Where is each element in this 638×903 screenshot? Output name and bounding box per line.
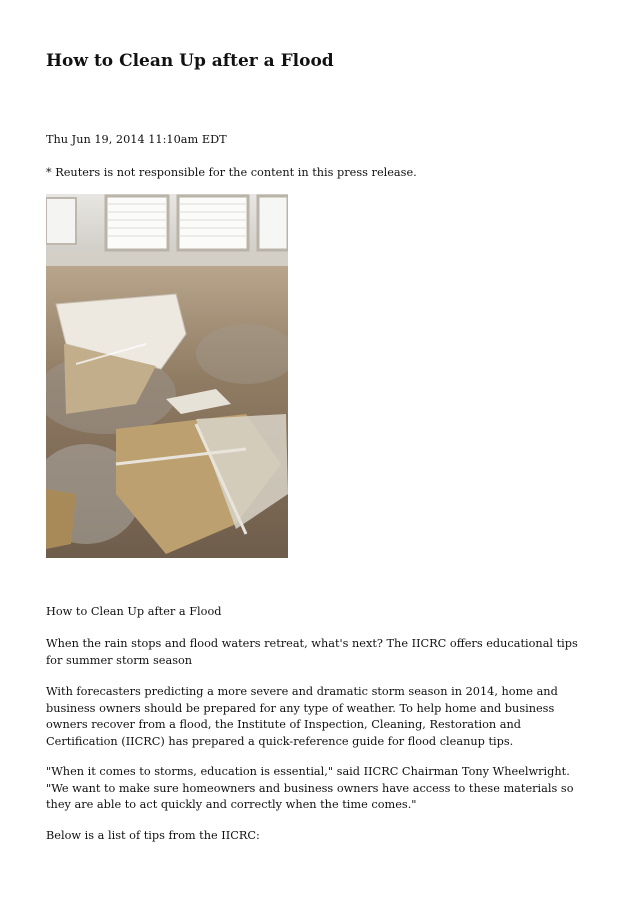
article-dateline: Thu Jun 19, 2014 11:10am EDT [46,133,227,146]
article-paragraph: "When it comes to storms, education is essential," said IICRC Chairman Tony Wheelwright. "We want to make sure homeowners and business owners have access to these materials so they are able to act quickly and correctly when the time comes." [46,765,574,811]
article-title: How to Clean Up after a Flood [46,51,334,71]
article-paragraph: When the rain stops and flood waters retreat, what's next? The IICRC offers educational tips for summer storm season [46,637,578,667]
article-paragraph: With forecasters predicting a more severe and dramatic storm season in 2014, home and business owners should be prepared for any type of weather. To help home and business owners recover from a flood, the Institute of Inspection, Cleaning, Restoration and Certification (IICRC) has prepared a quick-reference guide for flood cleanup tips. [46,685,558,748]
article-paragraph: How to Clean Up after a Flood [46,605,222,618]
press-release-disclaimer: * Reuters is not responsible for the content in this press release. [46,166,417,179]
flood-damage-photo [46,194,288,558]
article-paragraph: Below is a list of tips from the IICRC: [46,829,260,842]
